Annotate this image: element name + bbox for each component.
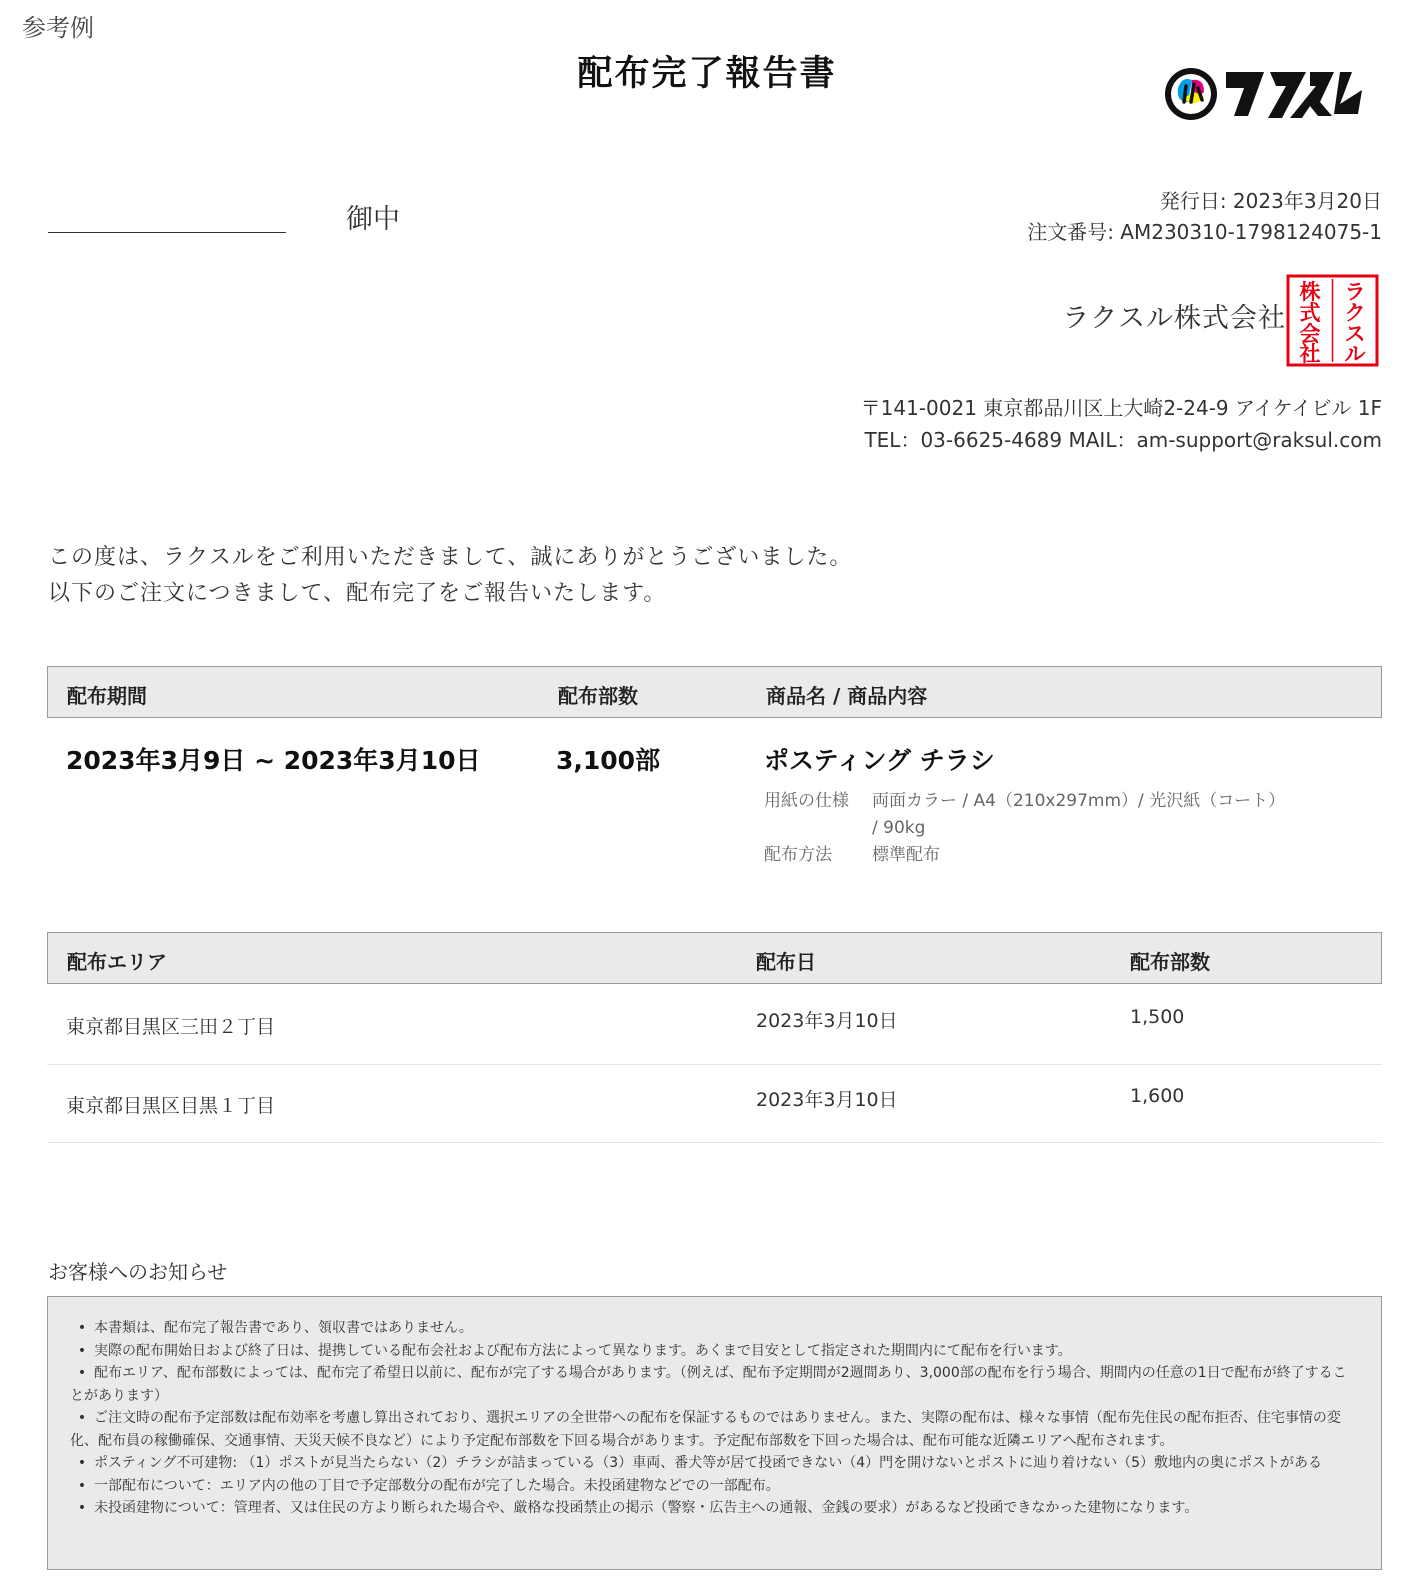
row-divider	[47, 1064, 1382, 1065]
product-name: ポスティング チラシ	[764, 746, 995, 775]
greeting-line-2: 以下のご注文につきまして、配布完了をご報告いたします。	[48, 581, 667, 606]
header-product: 商品名 / 商品内容	[766, 684, 928, 708]
spec-value-paper: 両面カラー / A4（210x297mm）/ 光沢紙（コート） / 90kg	[872, 791, 1286, 838]
contact-line: TEL：03-6625-4689 MAIL：am-support@raksul.com	[864, 428, 1382, 452]
greeting	[48, 540, 852, 612]
area-date: 2023年3月10日	[756, 1010, 898, 1032]
company-seal	[1285, 273, 1380, 368]
spec-value-method: 標準配布	[872, 845, 940, 865]
company-address	[861, 392, 1382, 456]
order-table-header	[47, 666, 1382, 718]
order-number: 注文番号: AM230310-1798124075-1	[1027, 220, 1382, 244]
bullet-icon: •	[77, 1477, 87, 1494]
issue-date: 発行日: 2023年3月20日	[1159, 189, 1382, 213]
area-table-header	[47, 932, 1382, 984]
area-count: 1,600	[1130, 1085, 1185, 1107]
notice-item: • 本書類は、配布完了報告書であり、領収書ではありません。	[70, 1317, 1359, 1340]
document-title: 配布完了報告書	[577, 54, 837, 94]
distribution-period: 2023年3月9日 ~ 2023年3月10日	[66, 746, 481, 775]
sample-label: 参考例	[22, 14, 94, 42]
header-count: 配布部数	[1130, 950, 1210, 974]
notice-item: • 配布エリア、配布部数によっては、配布完了希望日以前に、配布が完了する場合があります。（例えば、配布予定期間が2週間あり、3,000部の配布を行う場合、期間内の任意の1日で配布が終了することがあります）	[70, 1362, 1359, 1407]
notice-item: • 一部配布について：エリア内の他の丁目で予定部数分の配布が完了した場合。未投函建物などでの一部配布。	[70, 1475, 1359, 1498]
notice-title: お客様へのお知らせ	[48, 1260, 228, 1284]
bullet-icon: •	[77, 1410, 87, 1426]
bullet-icon: •	[77, 1365, 87, 1381]
header-quantity: 配布部数	[558, 684, 638, 708]
row-divider	[47, 1142, 1382, 1143]
header-period: 配布期間	[67, 684, 147, 708]
area-date: 2023年3月10日	[756, 1089, 898, 1111]
company-name: ラクスル株式会社	[1062, 303, 1286, 334]
svg-text:社: 社	[1299, 342, 1321, 366]
notice-item: • 実際の配布開始日および終了日は、提携している配布会社および配布方法によって異なります。あくまで目安として指定された期間内にて配布を行います。	[70, 1340, 1359, 1363]
spec-label-paper: 用紙の仕様	[764, 791, 849, 811]
svg-text:ラ: ラ	[1344, 280, 1366, 304]
recipient-honorific: 御中	[346, 204, 400, 235]
svg-text:式: 式	[1299, 301, 1321, 325]
header-date: 配布日	[756, 950, 816, 974]
product-specs	[764, 788, 1284, 878]
distribution-quantity: 3,100部	[556, 746, 661, 775]
area-name: 東京都目黒区目黒１丁目	[66, 1095, 276, 1117]
notice-box	[47, 1296, 1382, 1570]
svg-text:会: 会	[1299, 322, 1321, 346]
raksul-logo-icon	[1164, 58, 1389, 130]
svg-text:ス: ス	[1344, 322, 1366, 346]
address-line: 〒141-0021 東京都品川区上大崎2-24-9 アイケイビル 1F	[860, 396, 1382, 420]
notice-item: • 未投函建物について：管理者、又は住民の方より断られた場合や、厳格な投函禁止の掲示（警察・広告主への通報、金銭の要求）があるなど投函できなかった建物になります。	[70, 1497, 1359, 1520]
issue-info	[1027, 186, 1382, 248]
greeting-line-1: この度は、ラクスルをご利用いただきまして、誠にありがとうございました。	[48, 545, 853, 570]
area-count: 1,500	[1130, 1006, 1185, 1028]
svg-text:ル: ル	[1344, 342, 1366, 366]
bullet-icon: •	[77, 1342, 87, 1359]
recipient-name-line	[48, 232, 286, 233]
spec-label-method: 配布方法	[764, 845, 832, 865]
notice-item: • ご注文時の配布予定部数は配布効率を考慮し算出されており、選択エリアの全世帯への配布を保証するものではありません。また、実際の配布は、様々な事情（配布先住民の配布拒否、住宅事情の変化、配布員の稼働確保、交通事情、天災天候不良など）により予定配布部数を下回る場合があります。予定配布部数を下回った場合は、配布可能な近隣エリアへ配布されます。	[70, 1407, 1359, 1452]
bullet-icon: •	[77, 1320, 87, 1336]
bullet-icon: •	[77, 1455, 87, 1471]
svg-text:ク: ク	[1344, 301, 1366, 325]
header-area: 配布エリア	[67, 950, 167, 974]
notice-item: • ポスティング不可建物: （1）ポストが見当たらない（2）チラシが詰まっている（3）車両、番犬等が居て投函できない（4）門を開けないとポストに辿り着けない（5）敷地内の奥にポストがある	[70, 1452, 1359, 1475]
bullet-icon: •	[77, 1500, 87, 1516]
svg-text:株: 株	[1299, 280, 1321, 304]
area-name: 東京都目黒区三田２丁目	[66, 1016, 276, 1038]
notice-list	[70, 1317, 1359, 1520]
